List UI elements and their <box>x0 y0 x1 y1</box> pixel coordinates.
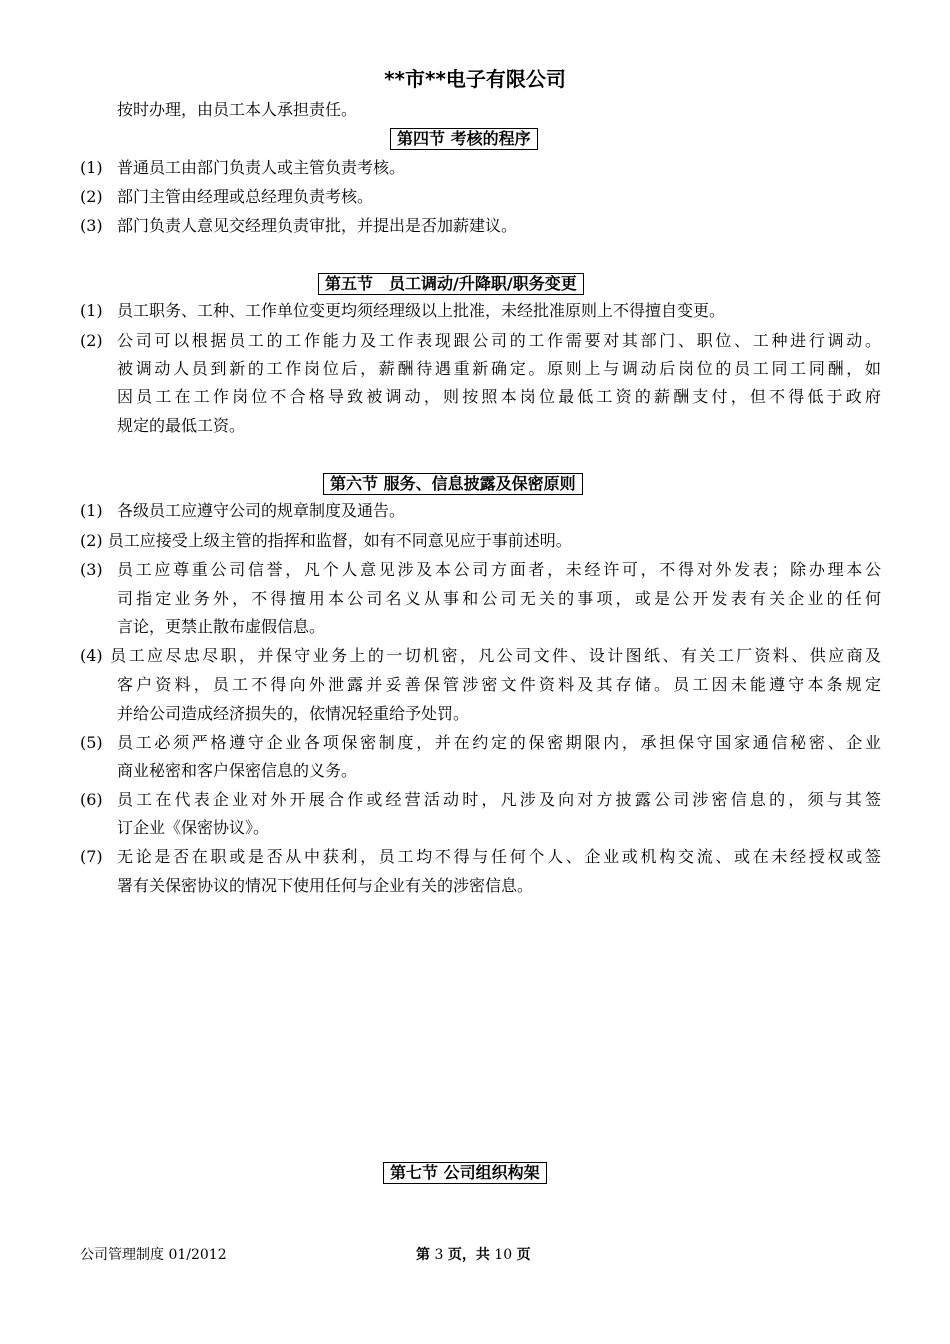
list-item-line: 订企业《保密协议》。 <box>117 818 270 837</box>
section-4-title: 第四节 考核的程序 <box>390 128 538 150</box>
list-item-number: (3) <box>80 216 103 235</box>
list-item-line: (4) 员工应尽忠尽职，并保守业务上的一切机密，凡公司文件、设计图纸、有关工厂资料、供应商及 <box>80 646 881 665</box>
page-total: 10 <box>494 1247 513 1263</box>
list-item-line: 商业秘密和客户保密信息的义务。 <box>117 761 358 780</box>
list-item-line: 署有关保密协议的情况下使用任何与企业有关的涉密信息。 <box>117 876 534 895</box>
carry-over-text: 按时办理，由员工本人承担责任。 <box>117 100 358 119</box>
list-item: 普通员工由部门负责人或主管负责考核。 <box>117 158 406 177</box>
list-item-number: (3) <box>80 560 103 579</box>
page-current: 3 <box>434 1247 444 1263</box>
list-item-number: (7) <box>80 847 103 866</box>
list-item-line: 被调动人员到新的工作岗位后，薪酬待遇重新确定。原则上与调动后岗位的员工同工同酬，如 <box>117 359 881 378</box>
list-item-number: (2) <box>80 331 103 350</box>
list-item-line: 公司可以根据员工的工作能力及工作表现跟公司的工作需要对其部门、职位、工种进行调动。 <box>117 331 881 350</box>
footer-page-number <box>416 1246 531 1264</box>
page-suffix: 页 <box>516 1247 531 1263</box>
list-item-number: (5) <box>80 733 103 752</box>
section-6-title: 第六节 服务、信息披露及保密原则 <box>323 473 583 495</box>
list-item-number: (1) <box>80 501 103 520</box>
list-item-line: 因员工在工作岗位不合格导致被调动，则按照本岗位最低工资的薪酬支付，但不得低于政府 <box>117 387 881 406</box>
list-item: (2) 员工应接受上级主管的指挥和监督，如有不同意见应于事前述明。 <box>80 531 572 550</box>
list-item-number: (1) <box>80 301 103 320</box>
list-item-line: 员工应尊重公司信誉，凡个人意见涉及本公司方面者，未经许可，不得对外发表；除办理本公 <box>117 560 881 579</box>
list-item-line: 客户资料，员工不得向外泄露并妥善保管涉密文件资料及其存储。员工因未能遵守本条规定 <box>117 675 881 694</box>
section-7-title: 第七节 公司组织构架 <box>383 1162 547 1184</box>
page-header-company: **市**电子有限公司 <box>384 67 566 91</box>
list-item-line: 司指定业务外，不得擅用本公司名义从事和公司无关的事项，或是公开发表有关企业的任何 <box>117 589 881 608</box>
list-item-number: (1) <box>80 158 103 177</box>
section-5-title: 第五节 员工调动/升降职/职务变更 <box>318 273 584 295</box>
list-item-line: 规定的最低工资。 <box>117 416 246 435</box>
page-mid: 页，共 <box>447 1247 490 1263</box>
footer-doc-code: 公司管理制度 01/2012 <box>80 1247 227 1263</box>
list-item: 部门主管由经理或总经理负责考核。 <box>117 187 374 206</box>
list-item-number: (2) <box>80 187 103 206</box>
list-item-line: 员工必须严格遵守企业各项保密制度，并在约定的保密期限内，承担保守国家通信秘密、企业 <box>117 733 881 752</box>
list-item-line: 员工在代表企业对外开展合作或经营活动时，凡涉及向对方披露公司涉密信息的，须与其签 <box>117 790 881 809</box>
list-item: 部门负责人意见交经理负责审批，并提出是否加薪建议。 <box>117 216 518 235</box>
list-item: 员工职务、工种、工作单位变更均须经理级以上批准，未经批准原则上不得擅自变更。 <box>117 301 726 320</box>
page-prefix: 第 <box>416 1247 430 1263</box>
list-item: 各级员工应遵守公司的规章制度及通告。 <box>117 501 406 520</box>
list-item-line: 无论是否在职或是否从中获利，员工均不得与任何个人、企业或机构交流、或在未经授权或签 <box>117 847 881 866</box>
list-item-number: (6) <box>80 790 103 809</box>
list-item-line: 并给公司造成经济损失的，依情况轻重给予处罚。 <box>117 704 470 723</box>
list-item-line: 言论，更禁止散布虚假信息。 <box>117 617 326 636</box>
